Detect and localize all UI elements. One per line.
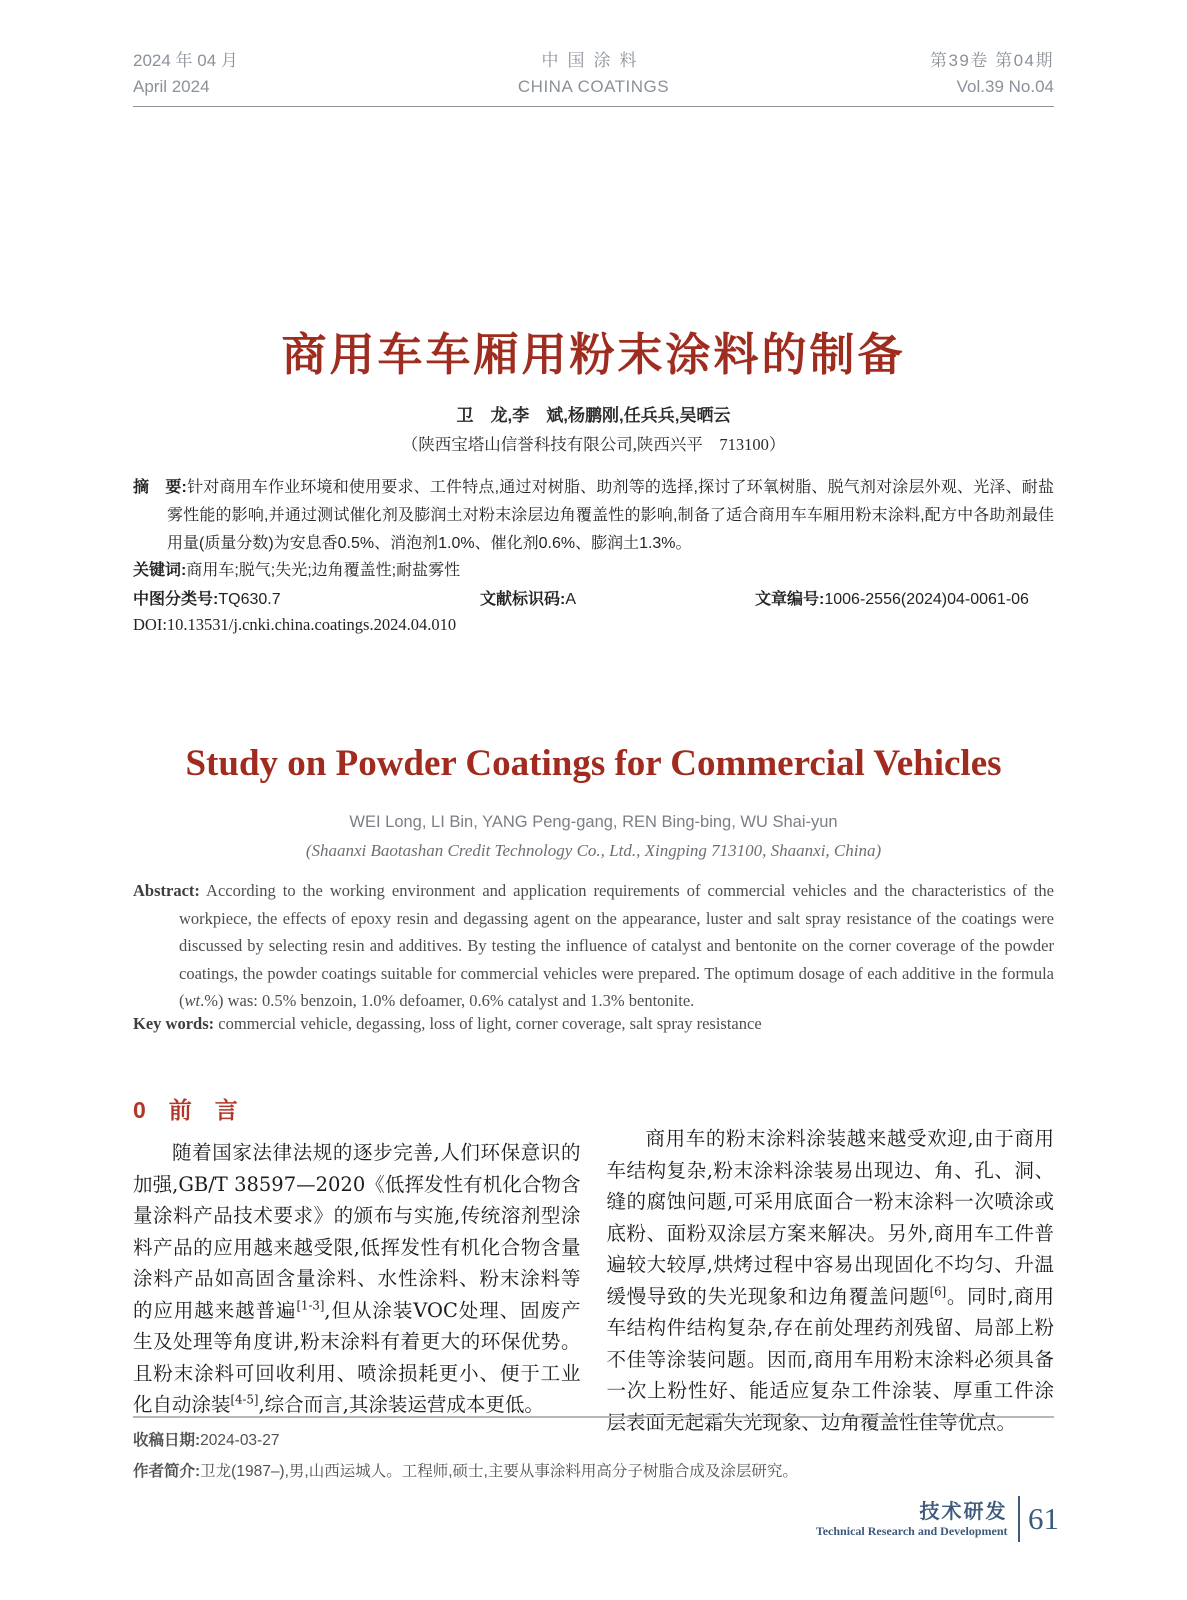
para-left-seg3: ,综合而言,其涂装运营成本更低。 (258, 1393, 544, 1416)
author-bio-value: 卫龙(1987–),男,山西运城人。工程师,硕士,主要从事涂料用高分子树脂合成及涂层研究。 (200, 1463, 798, 1480)
date-cn: 2024 年 04 月 (133, 51, 238, 70)
abstract-en-label: Abstract: (133, 881, 200, 900)
abstract-cn-text: 针对商用车作业环境和使用要求、工件特点,通过对树脂、助剂等的选择,探讨了环氧树脂、脱气剂对涂层外观、光泽、耐盐雾性能的影响,并通过测试催化剂及膨润土对粉末涂层边角覆盖性的影响,制备了适合商用车车厢用粉末涂料,配方中各助剂最佳用量(质量分数)为安息香0.5%、消泡剂1.0%、催化剂0.6%、膨润土1.3%。 (167, 479, 1054, 552)
document-code-label: 文献标识码: (480, 591, 566, 608)
author-bio-label: 作者简介: (133, 1463, 201, 1480)
keywords-en (133, 1014, 1054, 1034)
issue-cn: 第39卷 第04期 (929, 51, 1054, 70)
abstract-en-italic: wt (184, 991, 201, 1010)
citation-ref-4-5: [4-5] (230, 1392, 259, 1407)
clc-label: 中图分类号: (133, 591, 219, 608)
section-0-paragraph-left (133, 1137, 581, 1421)
article-title-cn: 商用车车厢用粉末涂料的制备 (281, 329, 906, 380)
citation-ref-6: [6] (929, 1284, 947, 1298)
body-columns (133, 1092, 1054, 1438)
keywords-cn-text: 商用车;脱气;失光;边角覆盖性;耐盐雾性 (186, 562, 461, 579)
running-head-issue (747, 48, 1054, 100)
keywords-en-label: Key words: (133, 1014, 215, 1033)
received-date (133, 1428, 1054, 1450)
classification-row (133, 586, 1054, 610)
document-code (480, 586, 576, 609)
authors-en: WEI Long, LI Bin, YANG Peng-gang, REN Bing-bing, WU Shai-yun (349, 813, 838, 831)
article-title-en: Study on Powder Coatings for Commercial Vehicles (185, 743, 1002, 784)
abstract-en-seg1: According to the working environment and application requirements of commercial vehicles and the characteristics of the workpiece, the effects of epoxy resin and degassing agent on the appearance, luster and salt spray resistance of the coatings were discussed by selecting resin and additives. By testing the influence of catalyst and bentonite on the corner coverage of the powder coatings, the powder coatings suitable for commercial vehicles were prepared. The optimum dosage of each additive in the formula ( (179, 881, 1054, 1010)
clc-number (133, 586, 281, 609)
page-footer (816, 1496, 1059, 1542)
body-column-right (607, 1092, 1055, 1438)
abstract-cn (133, 474, 1054, 558)
section-0-paragraph-right (607, 1123, 1055, 1438)
clc-value: TQ630.7 (218, 591, 281, 608)
footer-divider-bar (1018, 1496, 1021, 1542)
para-right-seg1: 商用车的粉末涂料涂装越来越受欢迎,由于商用车结构复杂,粉末涂料涂装易出现边、角、孔、洞、缝的腐蚀问题,可采用底面合一粉末涂料一次喷涂或底粉、面粉双涂层方案来解决。另外,商用车工件普遍较大较厚,烘烤过程中容易出现固化不均匀、升温缓慢导致的失光现象和边角覆盖问题 (606, 1127, 1054, 1308)
document-code-value: A (565, 591, 577, 608)
abstract-en-seg2: .%) was: 0.5% benzoin, 1.0% defoamer, 0.6% catalyst and 1.3% bentonite. (200, 991, 695, 1010)
keywords-en-text: commercial vehicle, degassing, loss of light, corner coverage, salt spray resistance (218, 1014, 762, 1033)
footer-section (816, 1500, 1008, 1539)
abstract-en (133, 877, 1054, 1015)
footer-section-cn: 技术研发 (919, 1500, 1008, 1523)
doi: DOI:10.13531/j.cnki.china.coatings.2024.04.010 (133, 615, 457, 634)
page-number: 61 (1028, 1501, 1059, 1536)
running-head-journal (440, 48, 747, 100)
received-date-value: 2024-03-27 (200, 1432, 280, 1449)
issue-en: Vol.39 No.04 (956, 77, 1054, 96)
article-id-label: 文章编号: (755, 591, 825, 608)
affiliation-en: (Shaanxi Baotashan Credit Technology Co., Ltd., Xingping 713100, Shaanxi, China) (305, 841, 882, 860)
journal-name-cn: 中国涂料 (541, 51, 646, 70)
article-id (755, 586, 1029, 609)
body-column-left (133, 1092, 581, 1438)
date-en: April 2024 (133, 77, 210, 96)
abstract-cn-label: 摘 要: (133, 479, 187, 496)
para-left-seg2: ,但从涂装VOC处理、固废产生及处理等角度讲,粉末涂料有着更大的环保优势。且粉末涂料可回收利用、喷涂损耗更小、便于工业化自动涂装 (133, 1298, 581, 1416)
received-date-label: 收稿日期: (133, 1432, 201, 1449)
affiliation-cn: （陕西宝塔山信誉科技有限公司,陕西兴平 713100） (401, 435, 786, 454)
journal-name-en: CHINA COATINGS (517, 77, 670, 96)
running-head-date (133, 48, 440, 100)
author-bio (133, 1459, 1054, 1481)
article-id-value: 1006-2556(2024)04-0061-06 (824, 591, 1029, 608)
footer-section-en: Technical Research and Development (815, 1523, 1008, 1538)
running-head (133, 48, 1054, 107)
keywords-cn-label: 关键词: (133, 562, 187, 579)
para-left-seg1: 随着国家法律法规的逐步完善,人们环保意识的加强,GB/T 38597—2020《低挥发性有机化合物含量涂料产品技术要求》的颁布与实施,传统溶剂型涂料产品的应用越来越受限,低挥发性有机化合物含量涂料产品如高固含量涂料、水性涂料、粉末涂料等的应用越来越普遍 (133, 1141, 581, 1322)
citation-ref-1-3: [1-3] (296, 1298, 325, 1312)
keywords-cn (133, 557, 1054, 580)
para-right-seg2: 。同时,商用车结构件结构复杂,存在前处理药剂残留、局部上粉不佳等涂装问题。因而,商用车用粉末涂料必须具备一次上粉性好、能适应复杂工件涂装、厚重工件涂层表面无起霜失光现象、边角覆盖性佳等优点。 (606, 1284, 1054, 1434)
authors-cn: 卫 龙,李 斌,杨鹏刚,任兵兵,吴晒云 (456, 406, 731, 425)
section-0-heading: 0 前 言 (133, 1097, 238, 1123)
footnote-divider (133, 1416, 1054, 1418)
